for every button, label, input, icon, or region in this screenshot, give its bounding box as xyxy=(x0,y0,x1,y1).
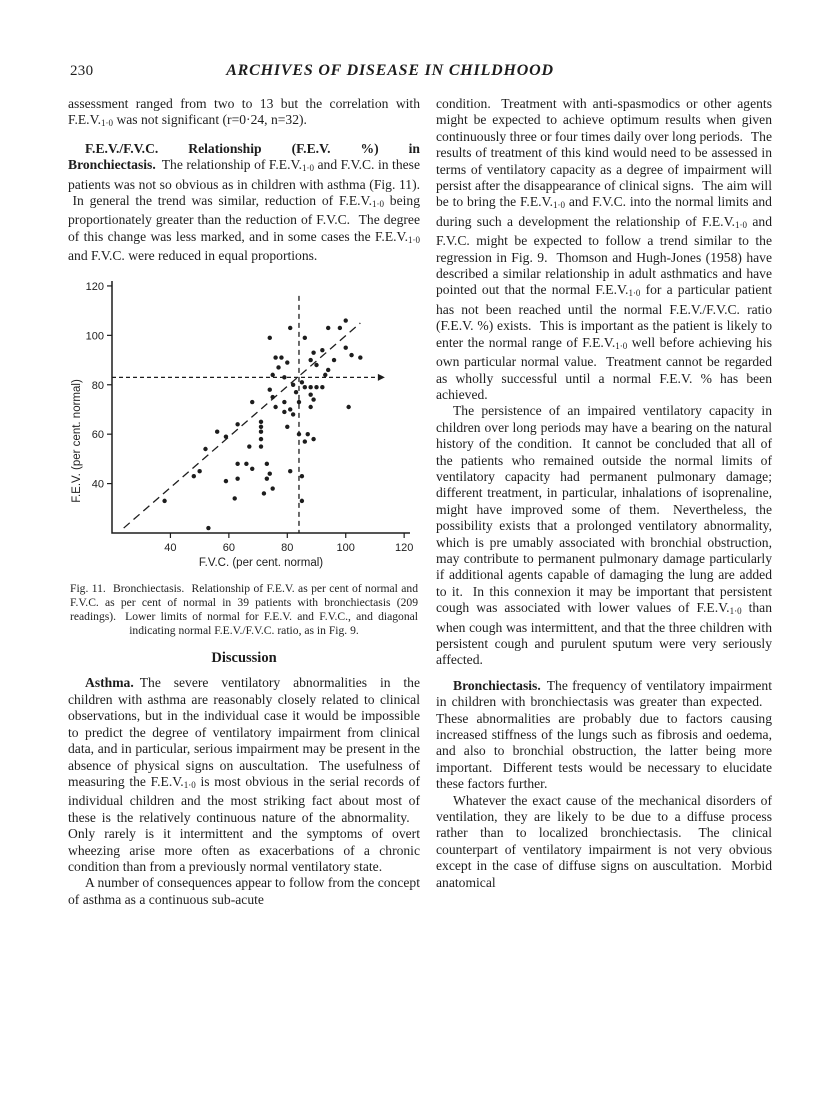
section-heading-bronchiectasis: Bronchiectasis. xyxy=(453,677,541,693)
svg-text:F.E.V. (per cent. normal): F.E.V. (per cent. normal) xyxy=(71,378,83,503)
svg-text:60: 60 xyxy=(91,428,104,441)
svg-text:F.V.C. (per cent. normal): F.V.C. (per cent. normal) xyxy=(198,556,324,569)
left-column xyxy=(68,96,420,908)
svg-text:120: 120 xyxy=(394,541,414,554)
section-body-bronchiectasis: The frequency of ventilatory impairment in children with bronchiectasis was greater than expected. These abnormalities are probably due to factors causing increased stiffness of the lungs such as fibrosis and oedema, and also to bronchial obstruction, the latter being more important. Different tests would be necessary to elucidate these factors further. xyxy=(436,677,772,792)
figure-11 xyxy=(68,273,420,639)
scatter-plot-fig11 xyxy=(68,273,420,573)
paragraph-asthma xyxy=(68,675,420,875)
svg-text:40: 40 xyxy=(164,541,177,554)
section-heading-asthma: Asthma. xyxy=(85,675,134,691)
paragraph-consequences: A number of consequences appear to follow from the concept of asthma as a continuous sub-acute xyxy=(68,875,420,907)
section-body-asthma: The severe ventilatory abnormalities in the children with asthma are reasonably closely related to clinical observations, but in the individual case it would be impossible to predict the degree of ventilatory impairment from clinical data, and in particular, serious impairment may be present in the absence of physical signs on auscultation. The usefulness of measuring the $F.E.V._{1\cdot 0}$ is most obvious in the serial records of individual children and the most striking fact about most of these is the relatively continuous nature of the abnormality. Only rarely is it intermittent and the symptoms of overt wheezing arise more often as exacerbations of a chronic condition than from a previously normal ventilatory state. xyxy=(68,675,420,874)
paragraph-persistence: The persistence of an impaired ventilatory capacity in children over long periods may have a bearing on the natural history of the condition. It cannot be concluded that all of the patients who remained outside the normal limits of ventilatory capacity had permanent pulmonary damage; different treatment, in particular, inhalations of isoprenaline, might have improved some of them. Nevertheless, the possibility exists that a prolonged ventilatory abnormality, which is pre umably associated with bronchial obstruction, may contribute to permanent pulmonary damage particularly if additional agents capable of damaging the lung are added to it. In this connexion it may be important that persistent cough was associated with lower values of $F.E.V._{1\cdot 0}$ than when cough was intermittent, and that the three children with persistent cough and purulent sputum were very seriously affected. xyxy=(436,403,773,668)
figure-11-caption: Fig. 11. Bronchiectasis. Relationship of F.E.V. as per cent of normal and F.V.C. as per cent of normal in 39 patients with bronchiectasis (209 readings). Lower limits of normal for F.E.V. and F.V.C., and diagonal indicating normal F.E.V./F.V.C. ratio, as in Fig. 9. xyxy=(70,581,418,638)
svg-text:60: 60 xyxy=(222,541,235,554)
svg-text:40: 40 xyxy=(91,478,104,491)
section-heading-fev-fvc: F.E.V./F.V.C. Relationship (F.E.V. %) in Bronchiectasis. xyxy=(68,140,420,173)
paragraph-treatment: condition. Treatment with anti-spasmodics or other agents might be expected to achieve optimum results when given continuously three or four times daily over long periods. The results of treatment of this kind would need to be assessed in terms of ventilatory capacity as a degree of impairment will persist after the disappearance of clinical signs. The aim will be to bring the $F.E.V._{1\cdot 0}$ and F.V.C. into the normal limits and during such a development the relationship of $F.E.V._{1\cdot 0}$ and F.V.C. might be expected to follow a trend similar to the regression in Fig. 9. Thomson and Hugh-Jones (1958) have described a similar relationship in adult asthmatics and have pointed out that the normal $F.E.V._{1\cdot 0}$ for a particular patient has not been reached until the normal F.E.V./F.V.C. ratio (F.E.V. %) exists. This is important as the patient is likely to enter the normal range of $F.E.V._{1\cdot 0}$ well before achieving his own particular normal value. Treatment cannot be regarded as wholly successful until a normal F.E.V. % has been achieved. xyxy=(436,96,772,402)
discussion-heading: Discussion xyxy=(211,650,277,667)
paragraph-bronchiectasis xyxy=(436,678,772,793)
two-column-layout xyxy=(68,96,772,908)
paragraph-whatever-cause: Whatever the exact cause of the mechanical disorders of ventilation, they are likely to be due to a diffuse process rather than to localized bronchiectasis. The clinical counterpart of ventilatory impairment is not very obvious except in the case of diffuse signs on auscultation. Morbid anatomical xyxy=(436,792,772,890)
page-header xyxy=(68,62,772,84)
svg-text:100: 100 xyxy=(336,541,355,554)
journal-title: ARCHIVES OF DISEASE IN CHILDHOOD xyxy=(226,62,554,79)
section-body-fev-fvc: The relationship of $F.E.V._{1\cdot 0}$ and F.V.C. in these patients was not so obvious as in children with asthma (Fig. 11). In general the trend was similar, reduction of $F.E.V._{1\cdot 0}$ being proportionately greater than the reduction of F.V.C. The degree of this change was less marked, and in some cases the $F.E.V._{1\cdot 0}$ and F.V.C. were reduced in equal proportions. xyxy=(68,157,420,264)
svg-text:80: 80 xyxy=(281,541,294,554)
svg-text:80: 80 xyxy=(91,379,104,392)
svg-text:100: 100 xyxy=(85,330,104,343)
svg-text:120: 120 xyxy=(85,280,104,293)
paragraph-fev-fvc-bronchiectasis xyxy=(68,141,420,265)
paragraph-correlation: assessment ranged from two to 13 but the correlation with $F.E.V._{1\cdot 0}$ was not significant (r=0·24, n=32). xyxy=(68,96,420,129)
page-number: 230 xyxy=(70,63,94,79)
right-column xyxy=(436,96,772,891)
